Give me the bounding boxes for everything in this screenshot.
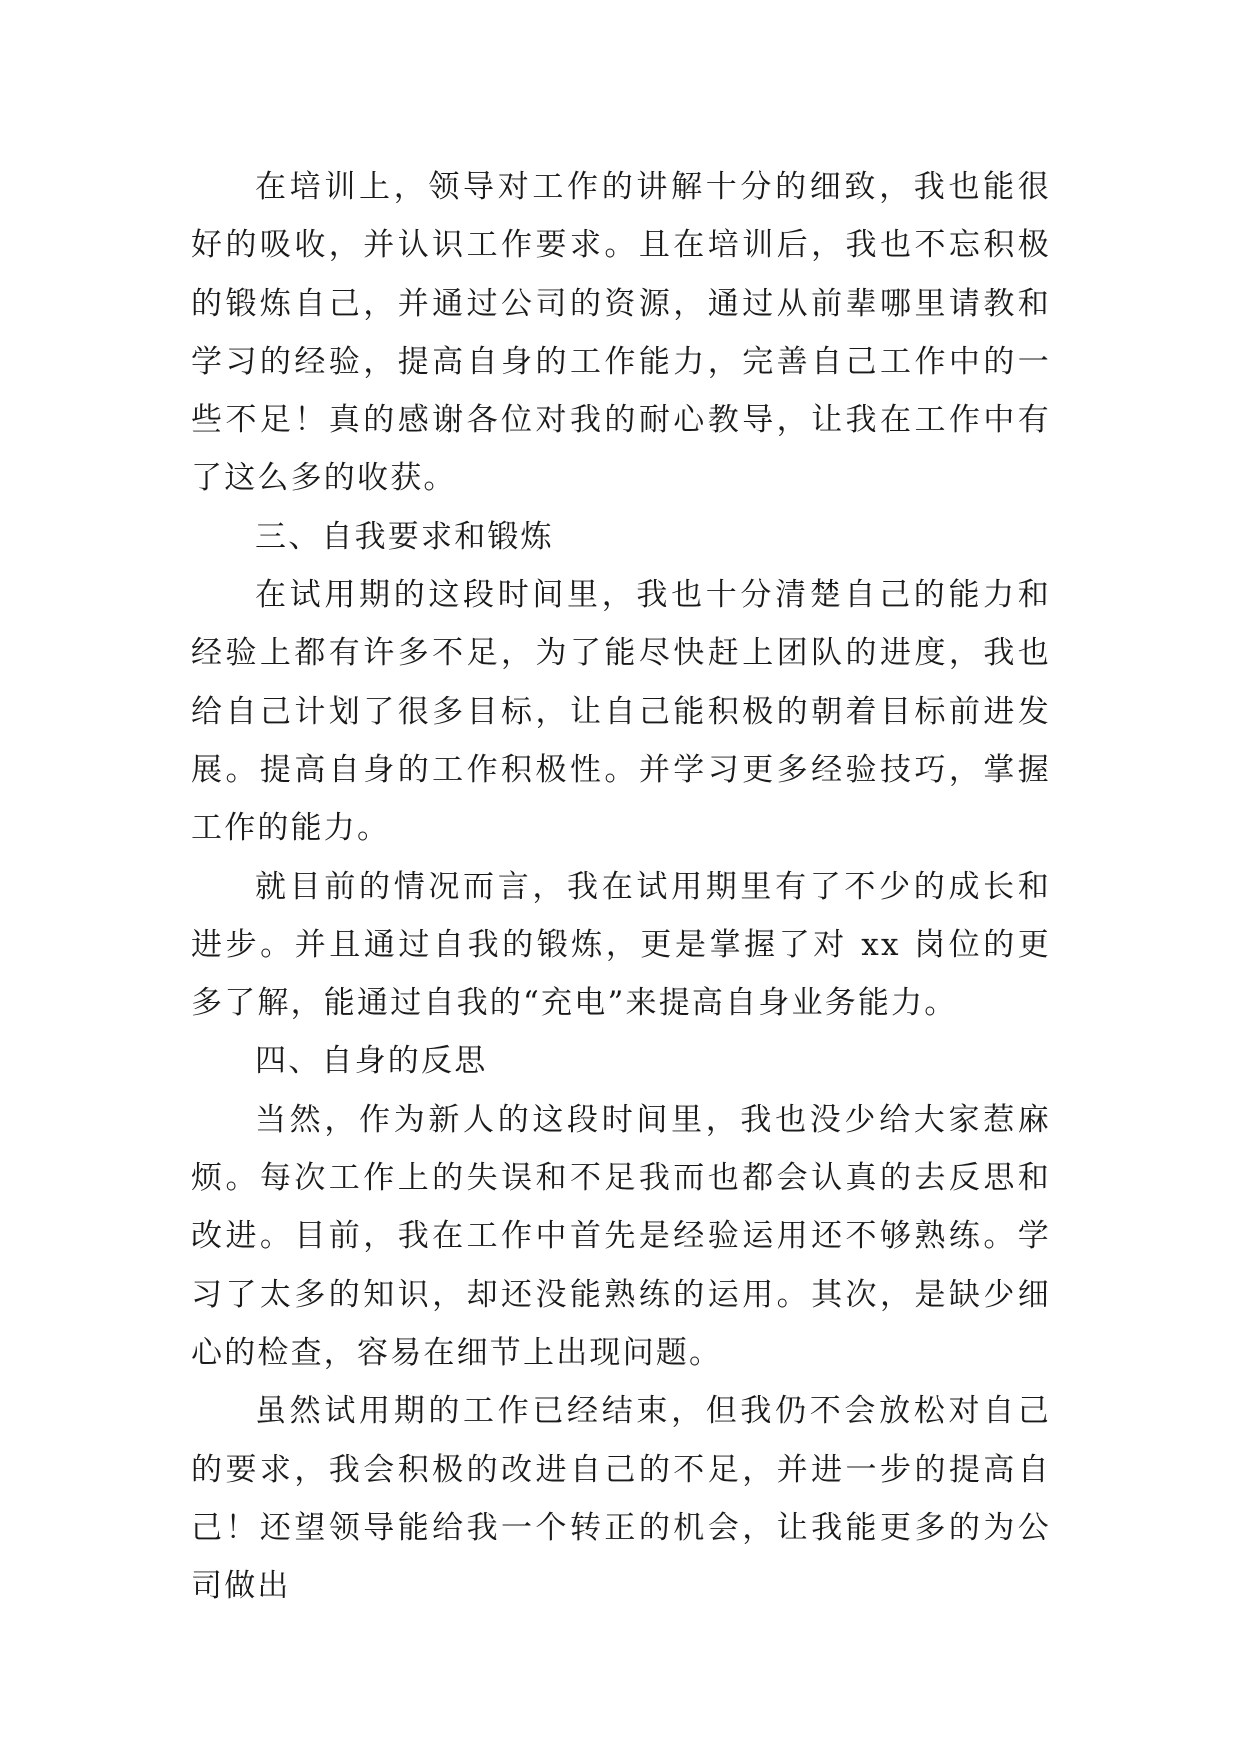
paragraph-probation-goals: 在试用期的这段时间里，我也十分清楚自己的能力和经验上都有许多不足，为了能尽快赶上团队的进度，我也给自己计划了很多目标，让自己能积极的朝着目标前进发展。提高自身的工作积极性。并学习更多经验技巧，掌握工作的能力。 (191, 577, 1051, 847)
paragraph-closing: 虽然试用期的工作已经结束，但我仍不会放松对自己的要求，我会积极的改进自己的不足，并进一步的提高自己！还望领导能给我一个转正的机会，让我能更多的为公司做出 (191, 1393, 1051, 1605)
document-body (191, 158, 1051, 1615)
paragraph-training: 在培训上，领导对工作的讲解十分的细致，我也能很好的吸收，并认识工作要求。且在培训后，我也不忘积极的锻炼自己，并通过公司的资源，通过从前辈哪里请教和学习的经验，提高自身的工作能力，完善自己工作中的一些不足！真的感谢各位对我的耐心教导，让我在工作中有了这么多的收获。 (191, 169, 1051, 497)
paragraph-current-progress: 就目前的情况而言，我在试用期里有了不少的成长和进步。并且通过自我的锻炼，更是掌握了对 xx 岗位的更多了解，能通过自我的“充电”来提高自身业务能力。 (191, 868, 1051, 1022)
section-heading-self-reflection: 四、自身的反思 (255, 1043, 488, 1080)
paragraph-reflection: 当然，作为新人的这段时间里，我也没少给大家惹麻烦。每次工作上的失误和不足我而也都会认真的去反思和改进。目前，我在工作中首先是经验运用还不够熟练。学习了太多的知识，却还没能熟练的运用。其次，是缺少细心的检查，容易在细节上出现问题。 (191, 1101, 1051, 1371)
section-heading-self-requirements: 三、自我要求和锻炼 (255, 518, 554, 555)
